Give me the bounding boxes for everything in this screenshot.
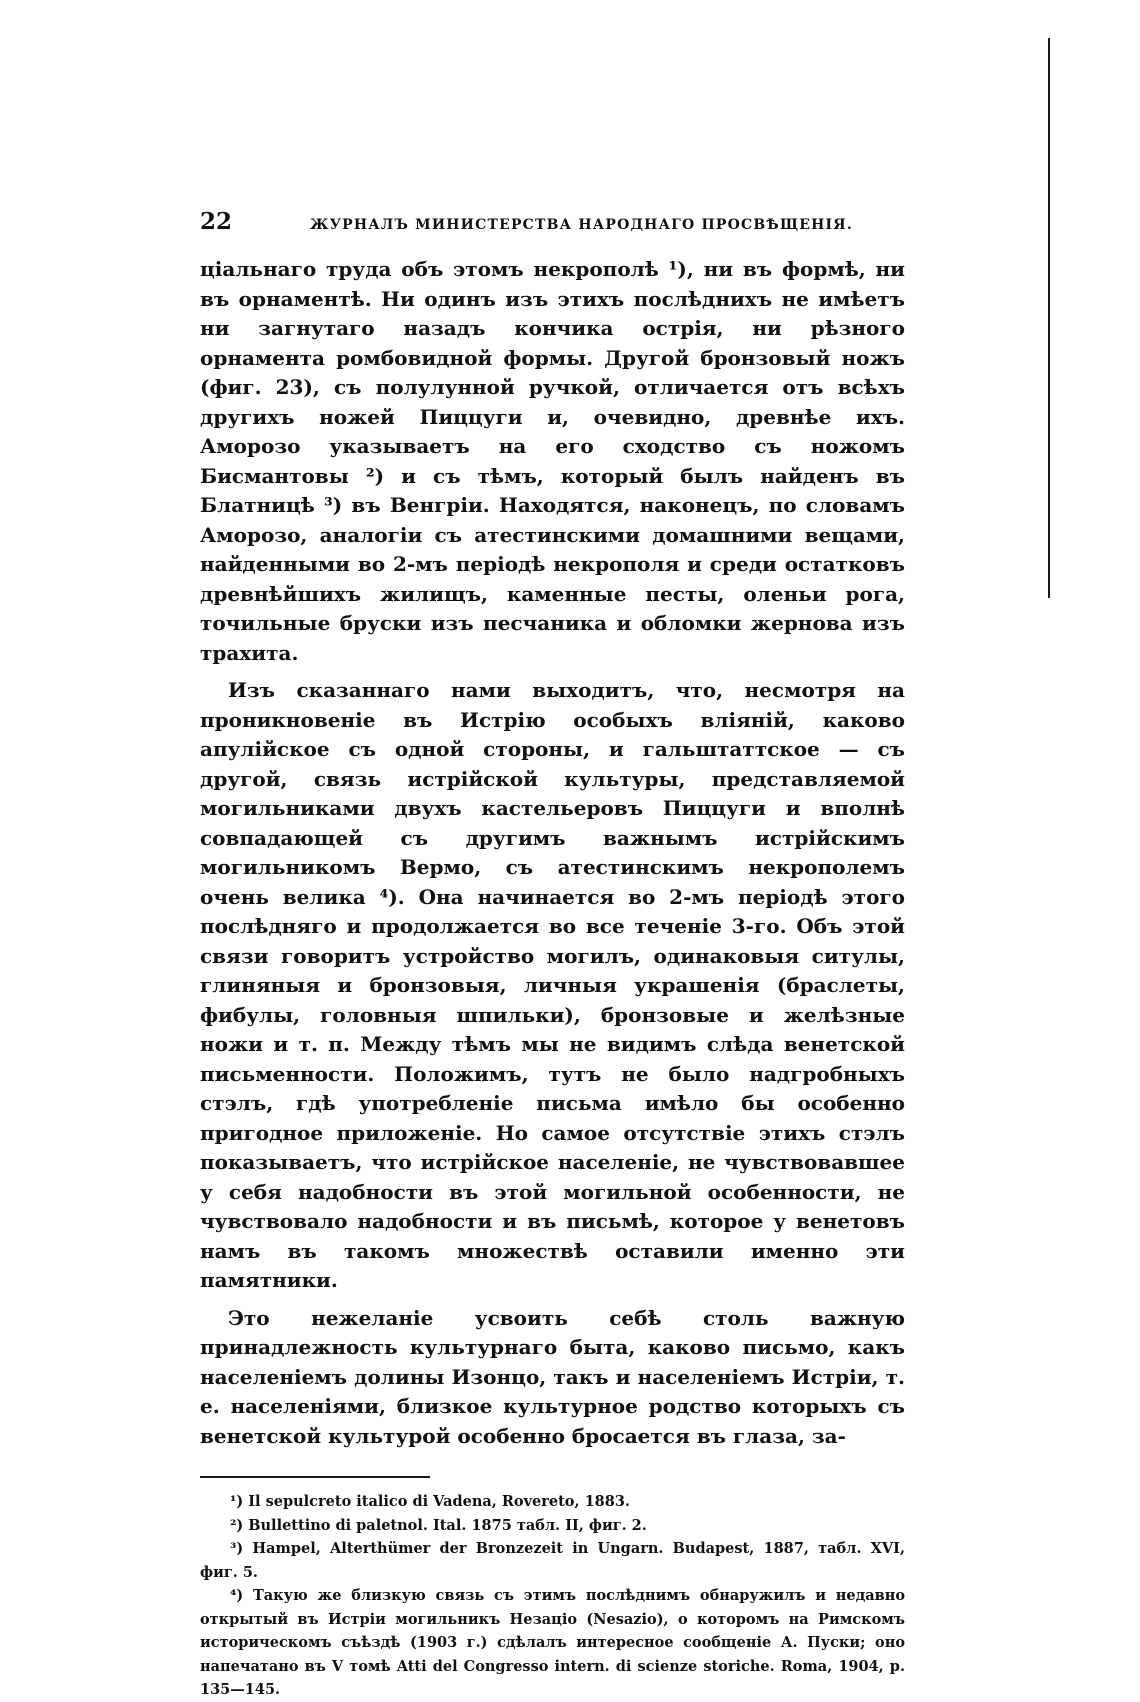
- footnote: ³) Hampel, Alterthümer der Bronzezeit in Ungarn. Budapest, 1887, табл. XVI, фиг. 5.: [200, 1540, 905, 1581]
- running-title: ЖУРНАЛЪ МИНИСТЕРСТВА НАРОДНАГО ПРОСВѢЩЕНІЯ.: [310, 217, 853, 233]
- footnote: ⁴) Такую же близкую связь съ этимъ послѣднимъ обнаружилъ и недавно открытый въ Истріи могильникъ Незаціо (Nesazio), о которомъ на Римскомъ историческомъ съѣздѣ (1903 г.) сдѣлалъ интересное сообщеніе А. Пуски; оно напечатано въ V томѣ Atti del Congresso intern. di scienze storiche. Roma, 1904, p. 135—145.: [200, 1587, 905, 1698]
- footnote: ²) Bullettino di paletnol. Ital. 1875 табл. II, фиг. 2.: [230, 1516, 647, 1534]
- book-page: [200, 208, 905, 1702]
- paragraph: Изъ сказаннаго нами выходитъ, что, несмотря на проникновеніе въ Истрію особыхъ вліяній, каково апулійское съ одной стороны, и гальштаттское — съ другой, связь истрійской культуры, представляемой могильниками двухъ кастельеровъ Пиццуги и вполнѣ совпадающей съ другимъ важнымъ истрійскимъ могильникомъ Вермо, съ атестинскимъ некрополемъ очень велика ⁴). Она начинается во 2-мъ періодѣ этого послѣдняго и продолжается во все теченіе 3-го. Объ этой связи говоритъ устройство могилъ, одинаковыя ситулы, глиняныя и бронзовыя, личныя украшенія (браслеты, фибулы, головныя шпильки), бронзовые и желѣзные ножи и т. п. Между тѣмъ мы не видимъ слѣда венетской письменности. Положимъ, тутъ не было надгробныхъ стэлъ, гдѣ употребленіе письма имѣло бы особенно пригодное приложеніе. Но самое отсутствіе этихъ стэлъ показываетъ, что истрійское населеніе, не чувствовавшее у себя надобности въ этой могильной особенности, не чувствовало надобности и въ письмѣ, которое у венетовъ намъ въ такомъ множествѣ оставили именно эти памятники.: [200, 678, 905, 1292]
- page-number: 22: [200, 208, 233, 235]
- paragraph: Это нежеланіе усвоить себѣ столь важную принадлежность культурнаго быта, каково письмо, какъ населеніемъ долины Изонцо, такъ и населеніемъ Истріи, т. е. населеніями, близкое культурное родство которыхъ съ венетской культурой особенно бросается въ глаза, за-: [200, 1305, 905, 1448]
- body-text: [200, 255, 905, 1451]
- page-header: [200, 208, 905, 238]
- footnote-separator: [200, 1476, 430, 1478]
- binding-edge-line: [1048, 38, 1050, 598]
- paragraph: ціальнаго труда объ этомъ некрополѣ ¹), ни въ формѣ, ни въ орнаментѣ. Ни одинъ изъ этихъ послѣднихъ не имѣетъ ни загнутаго назадъ кончика острія, ни рѣзного орнамента ромбовидной формы. Другой бронзовый ножъ (фиг. 23), съ полулунной ручкой, отличается отъ всѣхъ другихъ ножей Пиццуги и, очевидно, древнѣе ихъ. Аморозо указываетъ на его сходство съ ножомъ Бисмантовы ²) и съ тѣмъ, который былъ найденъ въ Блатницѣ ³) въ Венгріи. Находятся, наконецъ, по словамъ Аморозо, аналогіи съ атестинскими домашними вещами, найденными во 2-мъ періодѣ некрополя и среди остатковъ древнѣйшихъ жилищъ, каменные песты, оленьи рога, точильные бруски изъ песчаника и обломки жернова изъ трахита.: [200, 257, 905, 665]
- footnote: ¹) Il sepulcreto italico di Vadena, Rovereto, 1883.: [230, 1493, 630, 1510]
- footnotes: [200, 1490, 905, 1702]
